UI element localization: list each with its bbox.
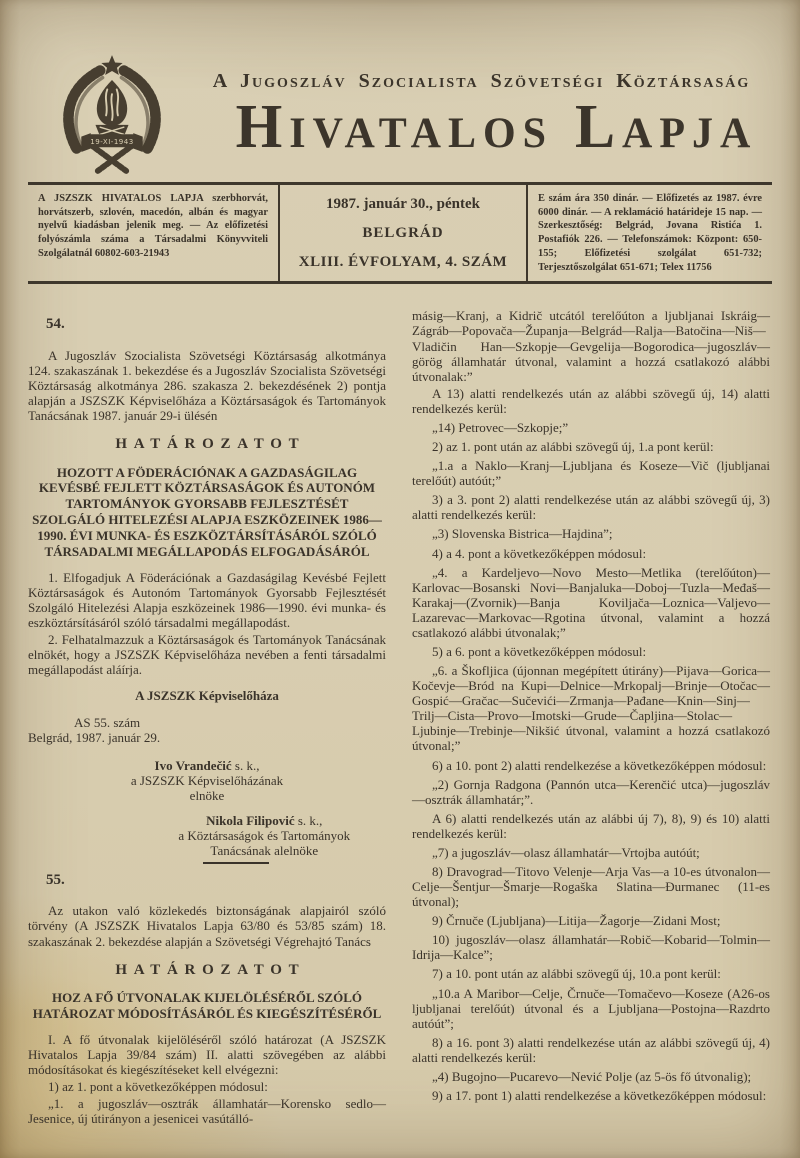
paragraph: 7) a 10. pont után az alábbi szövegű új, 10.a pont kerül:	[432, 966, 721, 982]
signature-divider	[203, 862, 269, 864]
masthead-supertitle: A Jugoszláv Szocialista Szövetségi Köztársaság	[212, 70, 751, 92]
paragraph: 5) a 6. pont a következőképpen módosul:	[432, 643, 647, 659]
signature-role: a Köztársaságok és Tartományok	[178, 827, 351, 843]
quoted-provision: „2) Gornja Radgona (Pannón utca—Kerenčić utca)—jugoszláv—osztrák államhatár;”.	[412, 776, 770, 807]
publication-info-left: A JSZSZK HIVATALOS LAPJA szerbhorvát, horvátszerb, szlovén, macedón, albán és magyar nyelvű kiadásban jelenik meg. — Az előfizetési folyószámla száma a Társadalmi Könyvviteli Szolgálatnál 60802-603-21943	[38, 193, 268, 259]
quoted-provision: „1.a a Naklo—Kranj—Ljubljana és Koseze—Vič (ljubljanai terelőút) autóút;”	[412, 458, 770, 489]
document-number: AS 55. szám	[74, 715, 141, 731]
paragraph: „1. a jugoszláv—osztrák államhatár—Korensko sedlo—Jesenice, új útirányon a jesenicei vasútálló-	[28, 1096, 386, 1127]
publication-info-right: E szám ára 350 dinár. — Előfizetés az 1987. évre 6000 dinár. — A reklamáció határideje 15 nap. — Szerkesztőség: Belgrád, Jovana Ristića 1. Postafiók 226. — Telefonszámok: Központ: 650-155; Előfizetési szolgálat 651-732; Terjesztőszolgálat 651-671; Telex 11756	[538, 193, 762, 273]
paragraph: 6) a 10. pont 2) alatti rendelkezése a következőképpen módosul:	[432, 757, 767, 773]
article-body	[28, 308, 772, 1127]
issue-date: 1987. január 30., péntek	[326, 195, 480, 212]
paragraph: 4) a 4. pont a következőképpen módosul:	[432, 545, 647, 561]
paragraph: Az utakon való közlekedés biztonságának alapjairól szóló törvény (A JSZSZK Hivatalos Lapja 63/80 és 53/85 szám) 18. szakaszának 2. bekezdése alapján a Szövetségi Végrehajtó Tanács	[28, 903, 386, 949]
paragraph: 2) az 1. pont után az alábbi szövegű új, 1.a pont kerül:	[432, 439, 714, 455]
paragraph: A 13) alatti rendelkezés után az alábbi szövegű új, 14) alatti rendelkezés kerül:	[412, 385, 770, 416]
paragraph: 1) az 1. pont a következőképpen módosul:	[48, 1078, 268, 1094]
paragraph: 3) a 3. pont 2) alatti rendelkezése után az alábbi szövegű új, 3) alatti rendelkezés kerül:	[412, 492, 770, 523]
left-column	[28, 308, 386, 1127]
paragraph: 9) a 17. pont 1) alatti rendelkezése a következőképpen módosul:	[432, 1088, 767, 1103]
paragraph: A Jugoszláv Szocialista Szövetségi Köztársaság alkotmánya 124. szakaszának 1. bekezdése és a Jugoszláv Szocialista Szövetségi Köztársaság alkotmánya 286. szakasza 2. bekezdésének 2) pontja alapján a JSZSZK Képviselőháza a Köztársaságok és Tartományok Tanácsának 1987. január 29-i ülésén	[28, 347, 386, 424]
quoted-provision: „3) Slovenska Bistrica—Hajdina”;	[432, 526, 613, 542]
paragraph: 1. Elfogadjuk A Föderációnak a Gazdaságilag Kevésbé Fejlett Köztársaságok és Autonóm Tartományok Gyorsabb Fejlesztését Szolgáló Hitelezési Alapja eszközeinek 1986—1990. évi munka- és eszköztársításáról szóló társadalmi megállapodást.	[28, 569, 386, 630]
paragraph: I. A fő útvonalak kijelöléséről szóló határozat (A JSZSZK Hivatalos Lapja 39/84 szám) II. alatti szövegében az alábbi módosításokat és kiegészítéseket kell elvégezni:	[28, 1031, 386, 1077]
decision-heading: HATÁROZATOT	[115, 961, 306, 978]
paragraph: másig—Kranj, a Kidrič utcától terelőúton a ljubljanai Iskráig—Zágráb—Popovača—Županja—Belgrád—Ralja—Batočina—Niš—Vladičin Han—Szkopje—Gevgelija—Bogorodica—jugoszláv—görög államhatár útvonal, valamint a hozzá csatlakozó alábbi útvonalak:”	[412, 308, 770, 384]
decision-subject-heading: HOZ A FŐ ÚTVONALAK KIJELÖLÉSÉRŐL SZÓLÓ HATÁROZAT MÓDOSÍTÁSÁRÓL ÉS KIEGÉSZÍTÉSÉRŐL	[32, 990, 382, 1021]
publication-info-row	[28, 182, 772, 284]
right-column	[412, 308, 770, 1103]
quoted-provision: „4. a Kardeljevo—Novo Mesto—Metlika (terelőúton)—Karlovac—Bosanski Novi—Banjaluka—Doboj—Tuzla—Međaš—Karakaj—(Zvornik)—Banja Koviljača—Loznica—Valjevo—Lazarevac—Markovac—Rgotina útvonal, valamint a hozzá csatlakozó alábbi útvonalak;”	[412, 564, 770, 640]
quoted-provision: 9) Črnuče (Ljubljana)—Litija—Žagorje—Zidani Most;	[432, 913, 721, 929]
article-number: 54.	[46, 316, 65, 333]
masthead-header	[0, 0, 800, 182]
paragraph: 8) a 16. pont 3) alatti rendelkezése után az alábbi szövegű új, 4) alatti rendelkezés kerül:	[412, 1034, 770, 1065]
issuing-body: A JSZSZK Képviselőháza	[135, 688, 279, 704]
emblem-ribbon	[81, 133, 142, 152]
signatory-name: Nikola Filipović	[206, 812, 295, 828]
emblem-ribbon-date: 19-XI-1943	[90, 137, 134, 147]
quoted-provision: 8) Dravograd—Titovo Velenje—Arja Vas—a 10-es útvonalon—Celje—Šentjur—Šmarje—Rogaška Slatina—Đurmanec (11-es útvonal);	[412, 863, 770, 910]
decision-heading: HATÁROZATOT	[115, 436, 306, 453]
quoted-provision: 10) jugoszláv—olasz államhatár—Robič—Kobarid—Tolmin—Idrija—Kalce”;	[412, 932, 770, 963]
masthead-title: Hivatalos Lapja	[235, 91, 758, 161]
quoted-provision: „4) Bugojno—Pucarevo—Nević Polje (az 5-ös fő útvonalig);	[432, 1068, 752, 1084]
paragraph: A 6) alatti rendelkezés után az alábbi új 7), 8), 9) és 10) alatti rendelkezés kerül:	[412, 810, 770, 841]
article-number: 55.	[46, 871, 65, 888]
quoted-provision: „14) Petrovec—Szkopje;”	[432, 419, 569, 435]
coat-of-arms-icon	[50, 54, 174, 178]
signatory-name: Ivo Vrandečić	[154, 757, 232, 773]
decision-subject-heading: HOZOTT A FÖDERÁCIÓNAK A GAZDASÁGILAG KEVÉSBÉ FEJLETT KÖZTÁRSASÁGOK ÉS AUTONÓM TARTOMÁNYOK GYORSABB FEJLESZTÉSÉT SZOLGÁLÓ HITELEZÉSI ALAPJA ESZKÖZEINEK 1986—1990. ÉVI MUNKA- ÉS ESZKÖZTÁRSÍTÁSÁRÓL SZÓLÓ TÁRSADALMI MEGÁLLAPODÁS ELFOGADÁSÁRÓL	[32, 464, 382, 559]
paragraph: 2. Felhatalmazzuk a Köztársaságok és Tartományok Tanácsának elnökét, hogy a JSZSZK Képviselőháza nevében a fenti társadalmi megállapodást aláírja.	[28, 632, 386, 678]
signature-role: a JSZSZK Képviselőházának	[130, 772, 284, 788]
signature-role: Tanácsának alelnöke	[210, 842, 319, 858]
issue-volume: XLIII. ÉVFOLYAM, 4. SZÁM	[298, 253, 508, 270]
issue-info-box	[278, 185, 528, 281]
quoted-provision: „7) a jugoszláv—olasz államhatár—Vrtojba autóút;	[432, 844, 700, 860]
signature-role: elnöke	[189, 787, 225, 803]
masthead-titles	[185, 0, 778, 161]
date-place-line: Belgrád, 1987. január 29.	[28, 730, 161, 746]
issue-city: BELGRÁD	[362, 224, 444, 241]
signature: Nikola Filipović s. k.,	[206, 812, 323, 828]
signature: Ivo Vrandečić s. k.,	[154, 757, 260, 773]
quoted-provision: „6. a Škofljica (újonnan megépített útirány)—Pijava—Gorica—Kočevje—Bród na Kupi—Delnice—Mrkopalj—Brinje—Otočac—Gospić—Gračac—Sučevići—Zrmanja—Pađane—Knin—Sinj—Trilj—Cista—Provo—Imotski—Grude—Čapljina—Stolac—Ljubinje—Trebinje—Nikšić útvonal, valamint a hozzá csatlakozó útvonal;”	[412, 663, 770, 754]
quoted-provision: „10.a A Maribor—Celje, Črnuče—Tomačevo—Koseze (A26-os ljubljanai terelőút) útvonal és a Ljubljana—Postojna—Razdrto autóút”;	[412, 985, 770, 1031]
